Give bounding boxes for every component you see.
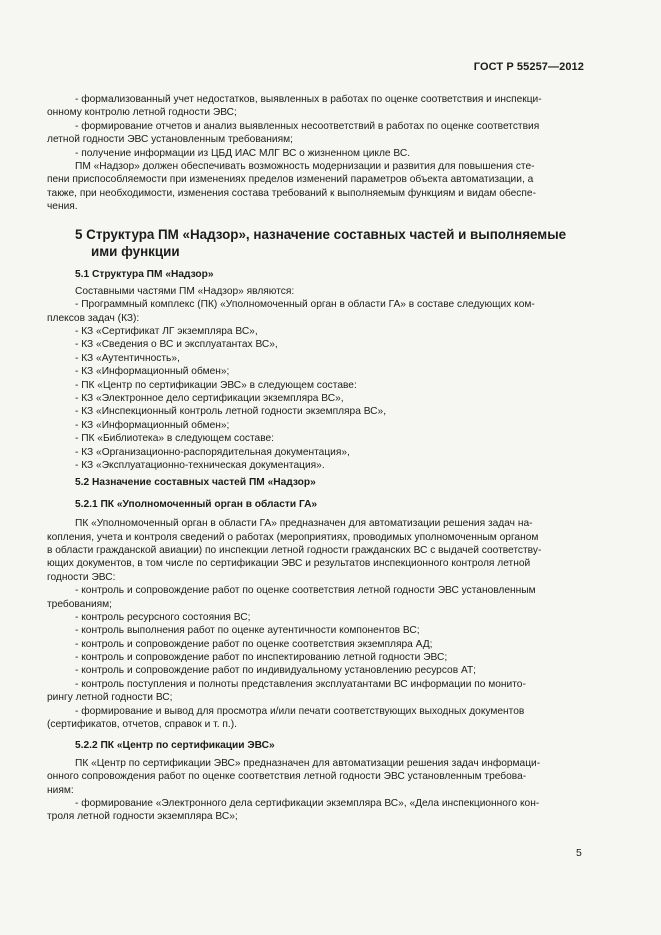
- text-line: копления, учета и контроля сведений о работах (мероприятиях, проводимых уполномоченным органом: [47, 531, 539, 543]
- text-line: - КЗ «Инспекционный контроль летной годности экземпляра ВС»,: [75, 406, 387, 418]
- text-line: рингу летной годности ВС;: [47, 692, 173, 704]
- text-line: - КЗ «Сертификат ЛГ экземпляра ВС»,: [75, 326, 258, 338]
- text-line: - КЗ «Сведения о ВС и эксплуатантах ВС»,: [75, 339, 278, 351]
- text-line: - контроль и сопровождение работ по оценке соответствия экземпляра АД;: [75, 638, 433, 650]
- text-line: в области гражданской авиации) по инспекции летной годности гражданских ВС с выдачей соответству-: [47, 544, 542, 556]
- text-line: - КЗ «Эксплуатационно-техническая документация».: [75, 459, 325, 471]
- text-line: - контроль выполнения работ по оценке аутентичности компонентов ВС;: [75, 625, 420, 637]
- text-line: - ПК «Центр по сертификации ЭВС» в следующем составе:: [75, 379, 357, 391]
- text-line: - формирование «Электронного дела сертификации экземпляра ВС», «Дела инспекционного кон-: [75, 797, 540, 809]
- text-line: ПК «Центр по сертификации ЭВС» предназначен для автоматизации решения задач информаци-: [75, 757, 541, 769]
- text-line: летной годности ЭВС установленным требованиям;: [47, 134, 293, 146]
- section-heading: [47, 226, 583, 260]
- document-body: [47, 93, 583, 824]
- text-line: ющих документов, в том числе по сертификации ЭВС и результатов инспекционного контроля летной: [47, 558, 531, 570]
- section-heading-line: 5 Структура ПМ «Надзор», назначение составных частей и выполняемые: [75, 226, 567, 242]
- text-line: ПК «Уполномоченный орган в области ГА» предназначен для автоматизации решения задач на-: [75, 518, 533, 530]
- text-line: - формирование отчетов и анализ выявленных несоответствий в работах по оценке соответствия: [75, 120, 540, 132]
- text-line: - формирование и вывод для просмотра и/или печати соответствующих выходных документов: [75, 705, 525, 717]
- text-line: ПМ «Надзор» должен обеспечивать возможность модернизации и развития для повышения сте-: [75, 160, 535, 172]
- text-line: - формализованный учет недостатков, выявленных в работах по оценке соответствия и инспекци-: [75, 94, 542, 105]
- subsection-heading: 5.2.2 ПК «Центр по сертификации ЭВС»: [75, 740, 275, 752]
- text-line: - КЗ «Аутентичность»,: [75, 352, 180, 364]
- text-line: ниям:: [47, 784, 74, 796]
- text-line: - ПК «Библиотека» в следующем составе:: [75, 433, 275, 445]
- text-line: (сертификатов, отчетов, справок и т. п.).: [47, 719, 237, 731]
- text-line: годности ЭВС:: [47, 571, 116, 583]
- subsection-heading: 5.1 Структура ПМ «Надзор»: [75, 268, 214, 280]
- text-line: - контроль и сопровождение работ по оценке соответствия летной годности ЭВС установленным: [75, 585, 536, 597]
- text-line: плексов задач (КЗ):: [47, 312, 140, 324]
- text-line: - контроль и сопровождение работ по индивидуальному установлению ресурсов АТ;: [75, 665, 477, 677]
- standard-header: ГОСТ Р 55257—2012: [473, 61, 584, 73]
- text-line: - контроль поступления и полноты представления эксплуатантами ВС информации по монито-: [75, 678, 526, 690]
- text-line: - КЗ «Информационный обмен»;: [75, 419, 230, 431]
- text-line: пени приспособляемости при изменениях пределов изменений параметров объекта автоматизации, а: [47, 174, 534, 186]
- section-heading-line: ими функции: [91, 243, 180, 259]
- subsection-heading: 5.2.1 ПК «Уполномоченный орган в области ГА»: [75, 498, 318, 510]
- page-number: 5: [576, 847, 582, 859]
- text-line: - КЗ «Информационный обмен»;: [75, 366, 230, 378]
- text-line: - КЗ «Электронное дело сертификации экземпляра ВС»,: [75, 393, 344, 405]
- text-line: требованиям;: [47, 598, 113, 610]
- text-line: троля летной годности экземпляра ВС»;: [47, 811, 238, 823]
- text-line: - КЗ «Организационно-распорядительная документация»,: [75, 446, 350, 458]
- text-line: чения.: [47, 201, 78, 213]
- text-line: - получение информации из ЦБД ИАС МЛГ ВС о жизненном цикле ВС.: [75, 147, 411, 159]
- text-line: Составными частями ПМ «Надзор» являются:: [75, 285, 295, 297]
- text-line: - контроль и сопровождение работ по инспектированию летной годности ЭВС;: [75, 652, 448, 664]
- text-line: онному контролю летной годности ЭВС;: [47, 107, 237, 119]
- text-line: онного сопровождения работ по оценке соответствия летной годности ЭВС установленным требова-: [47, 771, 527, 783]
- subsection-heading: 5.2 Назначение составных частей ПМ «Надзор»: [75, 477, 316, 489]
- text-line: также, при необходимости, изменения состава требований к выполняемым функциям и видам обеспе-: [47, 187, 536, 199]
- text-line: - Программный комплекс (ПК) «Уполномоченный орган в области ГА» в составе следующих ком-: [75, 299, 535, 311]
- text-line: - контроль ресурсного состояния ВС;: [75, 611, 251, 623]
